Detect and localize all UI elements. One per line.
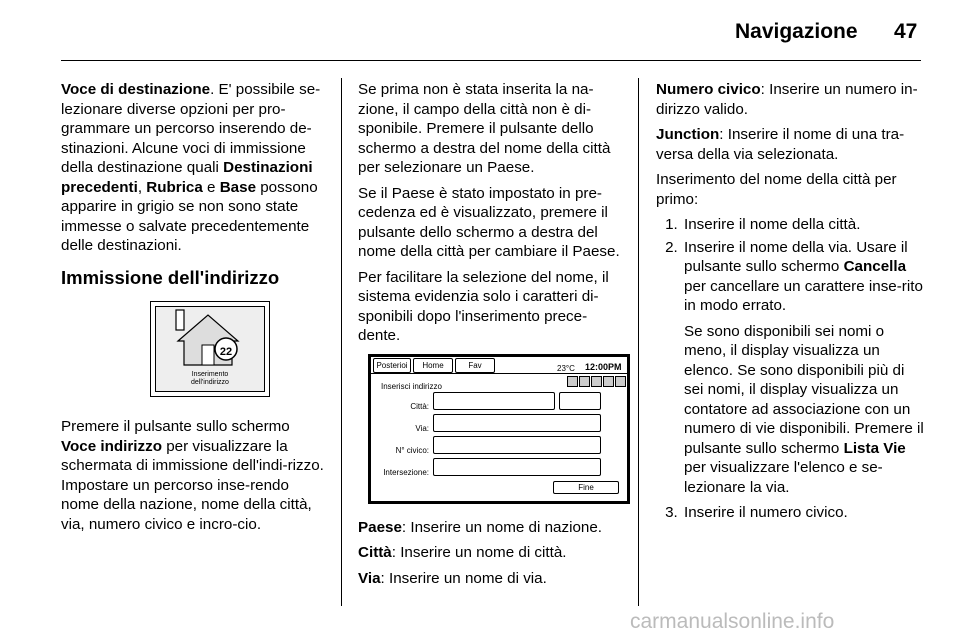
house-number-badge: 22 [219,346,233,358]
definition-city: Città: Inserire un nome di città. [358,544,567,561]
list-item: 2. Inserire il nome della via. Usare il pulsante sullo schermo Cancella per cancellare un carattere inse-rito in modo errato. Se sono disponibili sei nomi o meno, il display visualizza un elenco. Se sono disponibili più di sei nomi, il display visualizza un contatore ad associazione con un numero di vie disponibili. Premere il pulsante sullo schermo Lista Vie per visualizzare l'elenco e se-lezionare la via. [682,238,924,498]
screen-clock: 12:00PM [585,361,622,372]
screen-field-street [433,414,601,432]
definition-street: Via: Inserire un nome di via. [358,569,547,587]
column-divider-2 [638,78,639,606]
intro-paragraph: Voce di destinazione. E' possibile se-lezionare diverse opzioni per pro-grammare un percorso inserendo de-stinazioni. Alcune voci di immissione della destinazione quali Destinazioni precedenti, Rubrica e Base possono apparire in grigio se non sono state immesse o salvate precedentemente delle destinazioni. [61,81,321,254]
column-3 [656,80,924,526]
screen-keyboard-icons [567,376,626,387]
screen-temperature: 23°C [557,363,575,373]
header-rule [61,60,921,61]
screen-label-city: Città: [410,401,429,411]
screen-label-street: Via: [415,423,429,433]
column-divider-1 [341,78,342,606]
house-icon [156,307,264,371]
screen-label-number: N° civico: [395,445,429,455]
screen-field-country-button [559,392,601,410]
steps-list [656,215,924,523]
list-item: 3. Inserire il numero civico. [682,503,924,523]
screen-title: Inserisci indirizzo [381,381,442,391]
list-item: 1. Inserire il nome della città. [682,215,924,235]
screen-tab-home: Home [413,358,453,373]
paragraph-country-set: Se il Paese è stato impostato in pre-cedenza ed è visualizzato, premere il pulsante dello schermo a destra del nome della città per cambiare il Paese. [358,184,620,260]
page-number: 47 [894,20,918,43]
address-entry-button-illustration [150,301,270,397]
column-2 [358,80,628,594]
section-heading: Immissione dell'indirizzo [61,266,280,288]
address-entry-screen-illustration [368,354,630,504]
paragraph-highlight: Per facilitare la selezione del nome, il sistema evidenzia solo i caratteri di-sponibili dopo l'inserimento prece-dente. [358,268,609,344]
definition-junction: Junction: Inserire il nome di una tra-versa della via selezionata. [656,126,905,163]
screen-field-junction [433,458,601,476]
paragraph-country-unset: Se prima non è stata inserita la na-zione, il campo della città non è di-sponibile. Premere il pulsante dello schermo a destra del nome della città per selezionare un Paese. [358,81,611,176]
address-entry-paragraph: Premere il pulsante sullo schermo Voce indirizzo per visualizzare la schermata di immissione dell'indi-rizzo. Impostare un percorso inse-rendo nome della nazione, nome della città, via, numero civico e incro-cio. [61,418,324,533]
icon-caption-line2: dell'indirizzo [191,379,229,386]
screen-tab-posterior: Posterioi [373,358,411,373]
screen-field-city [433,392,555,410]
screen-label-junction: Intersezione: [383,467,429,477]
city-first-intro: Inserimento del nome della città per primo: [656,171,897,208]
column-1 [61,80,326,540]
term-destination-entry: Voce di destinazione [61,81,211,98]
screen-tab-fav: Fav [455,358,495,373]
screen-done-button: Fine [553,481,619,494]
icon-caption-line1: Inserimento [191,371,229,378]
screen-field-number [433,436,601,454]
definition-house-number: Numero civico: Inserire un numero in-dirizzo valido. [656,81,918,118]
definition-country: Paese: Inserire un nome di nazione. [358,518,603,536]
page-header-title: Navigazione [735,20,858,43]
watermark: carmanualsonline.info [630,610,835,633]
